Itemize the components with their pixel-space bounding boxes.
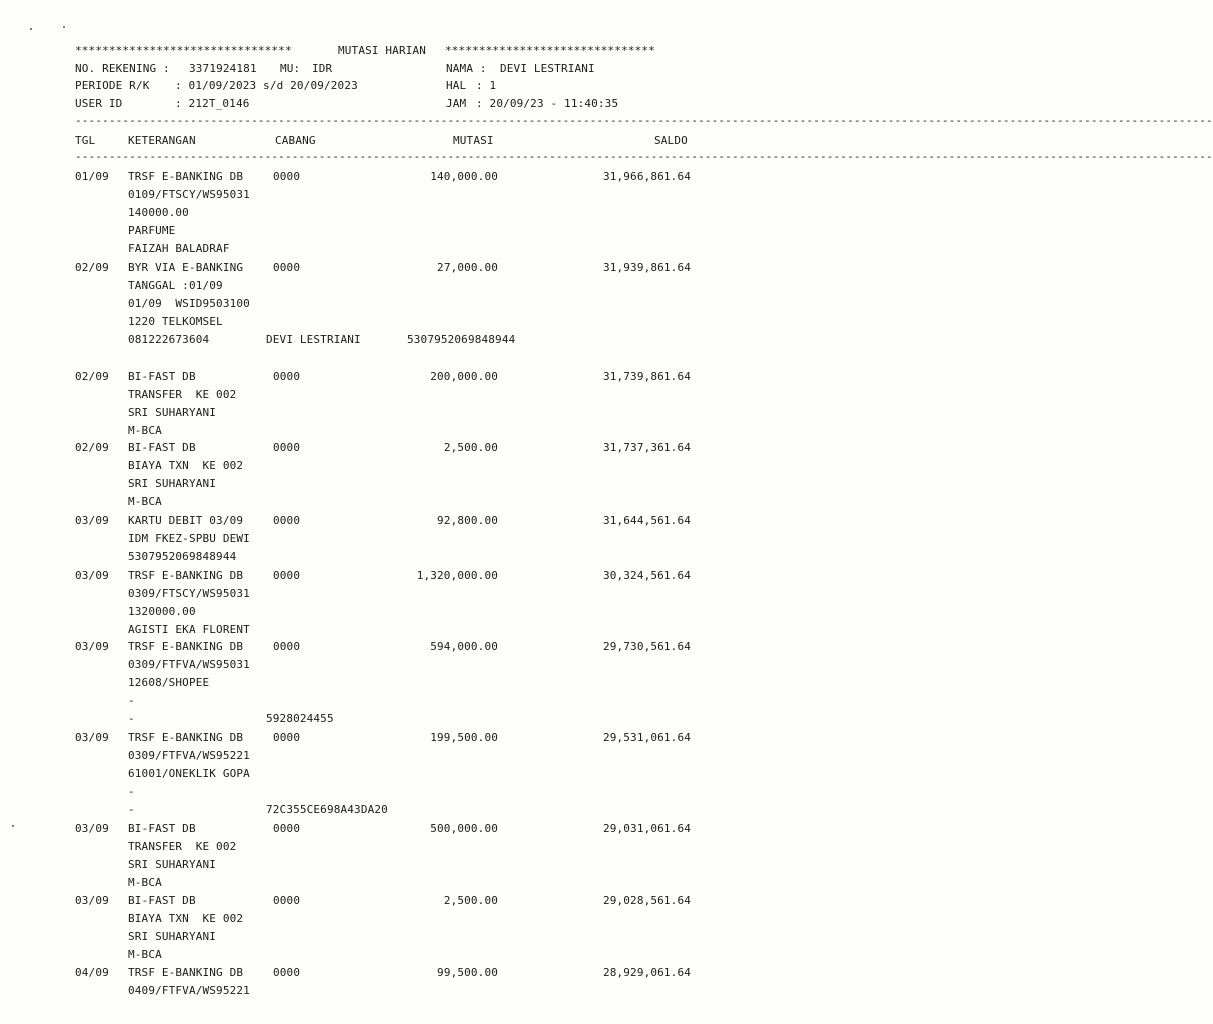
banner-stars-right: ******************************* xyxy=(445,44,655,57)
user-id-label: USER ID xyxy=(75,97,123,110)
transaction-description-line: PARFUME xyxy=(128,224,176,238)
transaction-description-line: 0109/FTSCY/WS95031 xyxy=(128,188,250,202)
transaction-balance: 31,644,561.64 xyxy=(602,514,691,527)
transaction-description-line: FAIZAH BALADRAF xyxy=(128,242,230,256)
transaction-amount: 199,500.00 xyxy=(430,731,498,744)
rule-header: ------------------------------------------------------------------------------------------------------------------------------------------------------------------------ xyxy=(75,150,1213,163)
transaction-date: 01/09 xyxy=(75,170,109,183)
transaction-branch: 0000 xyxy=(273,966,301,979)
transaction-description-line: BI-FAST DB xyxy=(128,894,196,907)
transaction-balance: 29,028,561.64 xyxy=(602,894,691,907)
transaction-branch: 0000 xyxy=(273,441,301,454)
page-label: HAL xyxy=(446,79,467,92)
transaction-description-line: SRI SUHARYANI xyxy=(128,406,217,420)
transaction-description-line: BI-FAST DB xyxy=(128,441,196,454)
transaction-amount: 140,000.00 xyxy=(430,170,498,183)
transaction-amount: 2,500.00 xyxy=(443,441,498,454)
time-label: JAM xyxy=(446,97,467,110)
transaction-description-line: 0309/FTSCY/WS95031 xyxy=(128,587,250,601)
transaction-balance: 29,031,061.64 xyxy=(602,822,691,835)
transaction-date: 03/09 xyxy=(75,640,109,653)
transaction-description-line: SRI SUHARYANI xyxy=(128,477,217,491)
transaction-description-line: TANGGAL :01/09 xyxy=(128,279,223,293)
transaction-balance: 31,966,861.64 xyxy=(602,170,691,183)
transaction-description-line: 1320000.00 xyxy=(128,605,196,619)
transaction-description-line: BIAYA TXN KE 002 xyxy=(128,459,244,473)
column-header-cabang: CABANG xyxy=(275,134,316,147)
transaction-description-line: TRSF E-BANKING DB xyxy=(128,569,244,582)
column-header-tgl: TGL xyxy=(75,134,96,147)
transaction-description-line: 5307952069848944 xyxy=(128,550,237,564)
transaction-description-line: - xyxy=(128,803,135,817)
banner-stars-left: ******************************** xyxy=(75,44,292,57)
scan-speck xyxy=(30,28,32,30)
transaction-description-line: KARTU DEBIT 03/09 xyxy=(128,514,244,527)
transaction-amount: 99,500.00 xyxy=(437,966,498,979)
transaction-description-line: TRSF E-BANKING DB xyxy=(128,966,244,979)
user-id-value: : 212T_0146 xyxy=(175,97,250,110)
transaction-account-name: DEVI LESTRIANI xyxy=(266,333,361,347)
transaction-description-line: 081222673604 xyxy=(128,333,210,347)
transaction-description-line: 61001/ONEKLIK GOPA xyxy=(128,767,250,781)
transaction-balance: 28,929,061.64 xyxy=(602,966,691,979)
transaction-description-line: TRANSFER KE 002 xyxy=(128,388,237,402)
transaction-card-number: 5307952069848944 xyxy=(407,333,516,347)
transaction-branch: 0000 xyxy=(273,731,301,744)
transaction-amount: 500,000.00 xyxy=(430,822,498,835)
period-label: PERIODE R/K xyxy=(75,79,150,92)
currency-value: IDR xyxy=(312,62,333,75)
transaction-description-line: TRSF E-BANKING DB xyxy=(128,640,244,653)
transaction-description-line: 01/09 WSID9503100 xyxy=(128,297,250,311)
name-label: NAMA : xyxy=(446,62,487,75)
transaction-description-line: M-BCA xyxy=(128,495,162,509)
transaction-branch: 0000 xyxy=(273,170,301,183)
transaction-description-line: 0409/FTFVA/WS95221 xyxy=(128,984,250,998)
account-holder-name: DEVI LESTRIANI xyxy=(500,62,595,75)
period-value: : 01/09/2023 s/d 20/09/2023 xyxy=(175,79,358,92)
transaction-description-line: 0309/FTFVA/WS95221 xyxy=(128,749,250,763)
transaction-balance: 31,737,361.64 xyxy=(602,441,691,454)
time-value: : 20/09/23 - 11:40:35 xyxy=(476,97,619,110)
scan-speck xyxy=(63,26,65,28)
transaction-balance: 31,939,861.64 xyxy=(602,261,691,274)
transaction-date: 02/09 xyxy=(75,370,109,383)
transaction-amount: 92,800.00 xyxy=(437,514,498,527)
transaction-description-line: 1220 TELKOMSEL xyxy=(128,315,223,329)
transaction-description-line: M-BCA xyxy=(128,948,162,962)
transaction-description-line: BI-FAST DB xyxy=(128,822,196,835)
transaction-date: 03/09 xyxy=(75,569,109,582)
transaction-date: 03/09 xyxy=(75,822,109,835)
transaction-amount: 27,000.00 xyxy=(437,261,498,274)
transaction-description-line: BI-FAST DB xyxy=(128,370,196,383)
transaction-balance: 29,730,561.64 xyxy=(602,640,691,653)
transaction-description-line: TRANSFER KE 002 xyxy=(128,840,237,854)
transaction-balance: 31,739,861.64 xyxy=(602,370,691,383)
transaction-description-line: AGISTI EKA FLORENT xyxy=(128,623,250,637)
transaction-description-line: SRI SUHARYANI xyxy=(128,930,217,944)
transaction-date: 03/09 xyxy=(75,514,109,527)
transaction-date: 03/09 xyxy=(75,894,109,907)
transaction-balance: 29,531,061.64 xyxy=(602,731,691,744)
transaction-description-line: - xyxy=(128,785,135,799)
transaction-description-line: - xyxy=(128,694,135,708)
rule-top: ------------------------------------------------------------------------------------------------------------------------------------------------------------------------ xyxy=(75,114,1213,127)
transaction-branch: 0000 xyxy=(273,569,301,582)
transaction-amount: 2,500.00 xyxy=(443,894,498,907)
transaction-description-line: M-BCA xyxy=(128,876,162,890)
transaction-branch: 0000 xyxy=(273,640,301,653)
transaction-description-line: BIAYA TXN KE 002 xyxy=(128,912,244,926)
transaction-date: 04/09 xyxy=(75,966,109,979)
transaction-description-line: M-BCA xyxy=(128,424,162,438)
page-number: : 1 xyxy=(476,79,497,92)
column-header-mutasi: MUTASI xyxy=(453,134,494,147)
transaction-description-line: - xyxy=(128,712,135,726)
transaction-description-line: 12608/SHOPEE xyxy=(128,676,210,690)
transaction-branch: 0000 xyxy=(273,894,301,907)
transaction-amount: 594,000.00 xyxy=(430,640,498,653)
transaction-branch: 0000 xyxy=(273,370,301,383)
account-number: 3371924181 xyxy=(189,62,257,75)
transaction-description-line: SRI SUHARYANI xyxy=(128,858,217,872)
transaction-date: 02/09 xyxy=(75,261,109,274)
transaction-branch: 0000 xyxy=(273,261,301,274)
transaction-branch: 0000 xyxy=(273,514,301,527)
currency-label: MU: xyxy=(280,62,301,75)
column-header-saldo: SALDO xyxy=(654,134,688,147)
transaction-amount: 1,320,000.00 xyxy=(416,569,498,582)
transaction-date: 03/09 xyxy=(75,731,109,744)
scan-speck xyxy=(12,825,14,827)
account-number-label: NO. REKENING : xyxy=(75,62,170,75)
transaction-description-line: 140000.00 xyxy=(128,206,189,220)
transaction-date: 02/09 xyxy=(75,441,109,454)
transaction-description-line: TRSF E-BANKING DB xyxy=(128,170,244,183)
transaction-reference: 5928024455 xyxy=(266,712,334,726)
transaction-reference: 72C355CE698A43DA20 xyxy=(266,803,388,817)
transaction-description-line: IDM FKEZ-SPBU DEWI xyxy=(128,532,250,546)
transaction-branch: 0000 xyxy=(273,822,301,835)
transaction-description-line: TRSF E-BANKING DB xyxy=(128,731,244,744)
page-title: MUTASI HARIAN xyxy=(338,44,427,57)
transaction-description-line: 0309/FTFVA/WS95031 xyxy=(128,658,250,672)
transaction-description-line: BYR VIA E-BANKING xyxy=(128,261,244,274)
column-header-keterangan: KETERANGAN xyxy=(128,134,196,147)
transaction-balance: 30,324,561.64 xyxy=(602,569,691,582)
transaction-amount: 200,000.00 xyxy=(430,370,498,383)
